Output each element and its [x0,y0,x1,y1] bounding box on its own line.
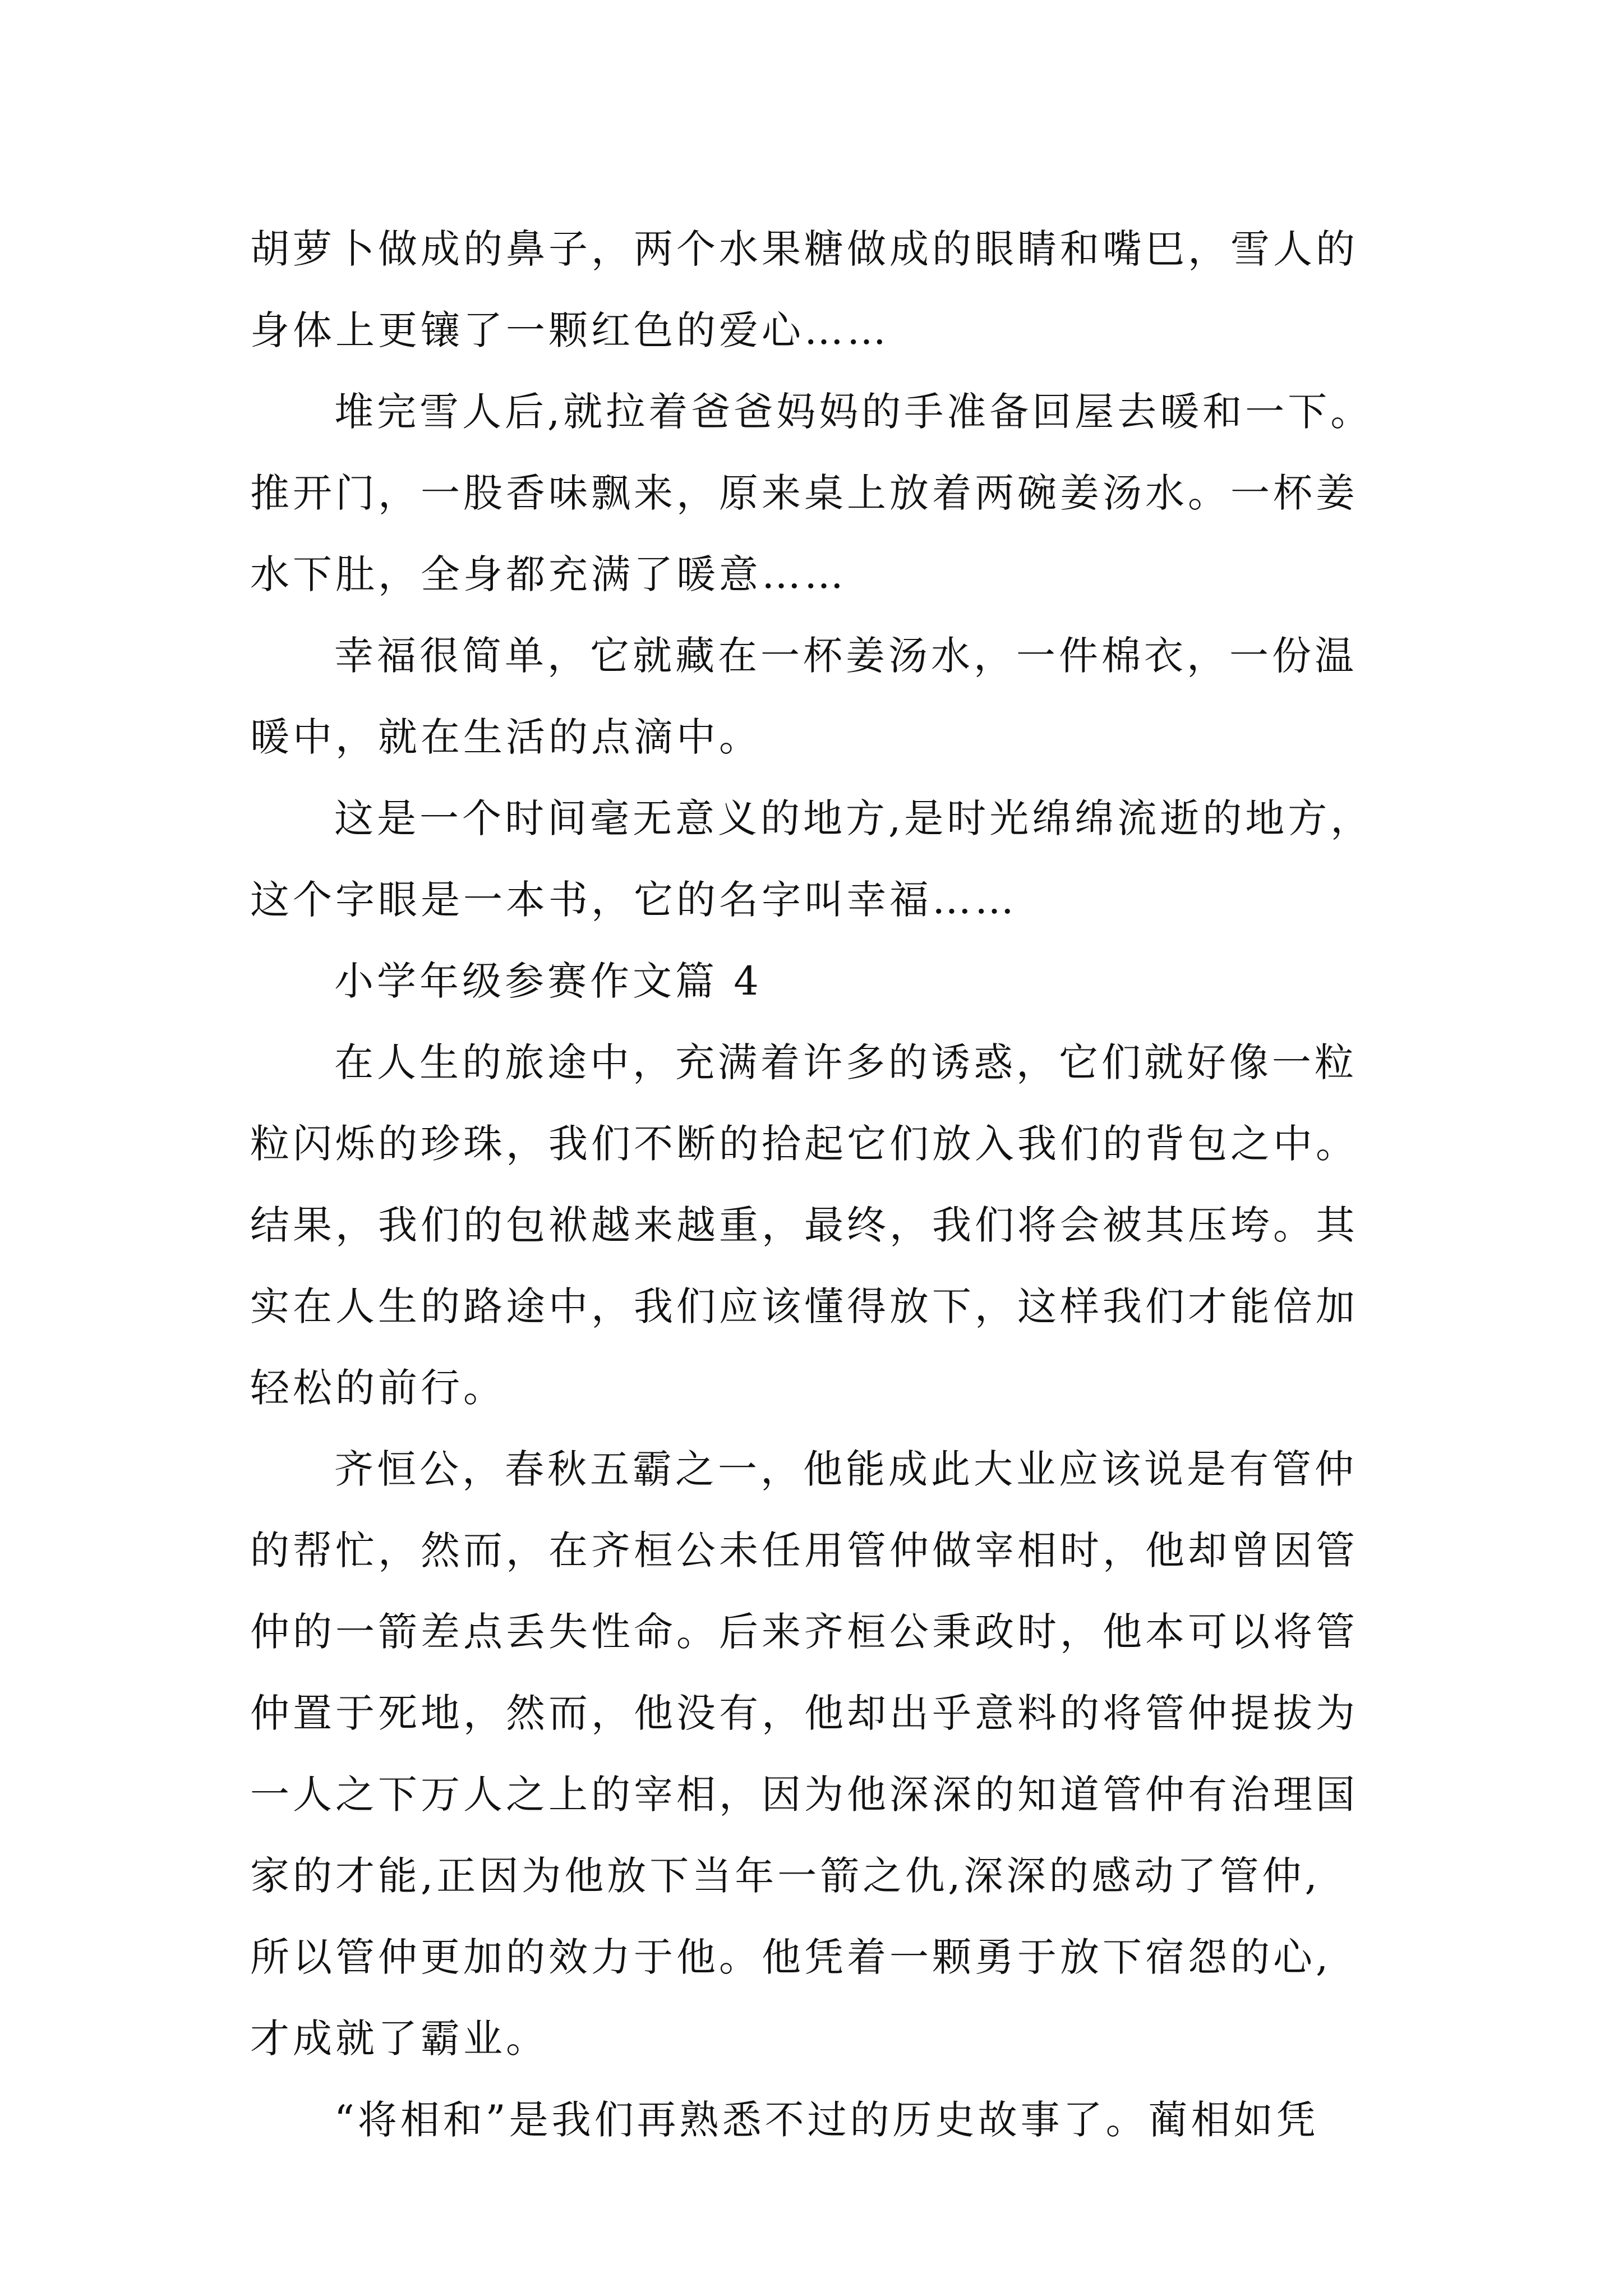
text-line: 这是一个时间毫无意义的地方,是时光绵绵流逝的地方， [334,795,1373,841]
text-line: 结果，我们的包袱越来越重，最终，我们将会被其压垮。其 [250,1202,1358,1248]
section-heading: 小学年级参赛作文篇 4 [334,958,762,1004]
text-line: 家的才能,正因为他放下当年一箭之仇,深深的感动了管仲, [250,1853,1321,1899]
text-line: 身体上更镶了一颗红色的爱心…… [250,307,889,353]
body-text [250,209,1394,2161]
text-line: 暖中，就在生活的点滴中。 [250,714,762,760]
text-line: 幸福很简单，它就藏在一杯姜汤水，一件棉衣，一份温 [334,633,1357,679]
text-line: “将相和”是我们再熟悉不过的历史故事了。蔺相如凭 [334,2097,1319,2143]
text-line: 实在人生的路途中，我们应该懂得放下，这样我们才能倍加 [250,1283,1358,1329]
text-line: 轻松的前行。 [250,1365,506,1411]
text-line: 胡萝卜做成的鼻子，两个水果糖做成的眼睛和嘴巴，雪人的 [250,226,1358,272]
text-line: 所以管仲更加的效力于他。他凭着一颗勇于放下宿怨的心, [250,1934,1332,1980]
text-line: 堆完雪人后,就拉着爸爸妈妈的手准备回屋去暖和一下。 [334,389,1373,435]
text-line: 在人生的旅途中，充满着许多的诱惑，它们就好像一粒 [334,1039,1357,1085]
text-line: 仲置于死地，然而，他没有，他却出乎意料的将管仲提拔为 [250,1690,1358,1736]
text-line: 才成就了霸业。 [250,2016,548,2062]
text-line: 仲的一箭差点丢失性命。后来齐桓公秉政时，他本可以将管 [250,1609,1358,1655]
text-line: 水下肚，全身都充满了暖意…… [250,551,847,597]
text-line: 粒闪烁的珍珠，我们不断的拾起它们放入我们的背包之中。 [250,1121,1358,1167]
text-line: 一人之下万人之上的宰相，因为他深深的知道管仲有治理国 [250,1772,1358,1818]
text-line: 推开门，一股香味飘来，原来桌上放着两碗姜汤水。一杯姜 [250,470,1358,516]
text-line: 的帮忙，然而，在齐桓公未任用管仲做宰相时，他却曾因管 [250,1527,1358,1573]
text-line: 这个字眼是一本书，它的名字叫幸福…… [250,877,1017,923]
text-line: 齐恒公，春秋五霸之一，他能成此大业应该说是有管仲 [334,1446,1357,1492]
